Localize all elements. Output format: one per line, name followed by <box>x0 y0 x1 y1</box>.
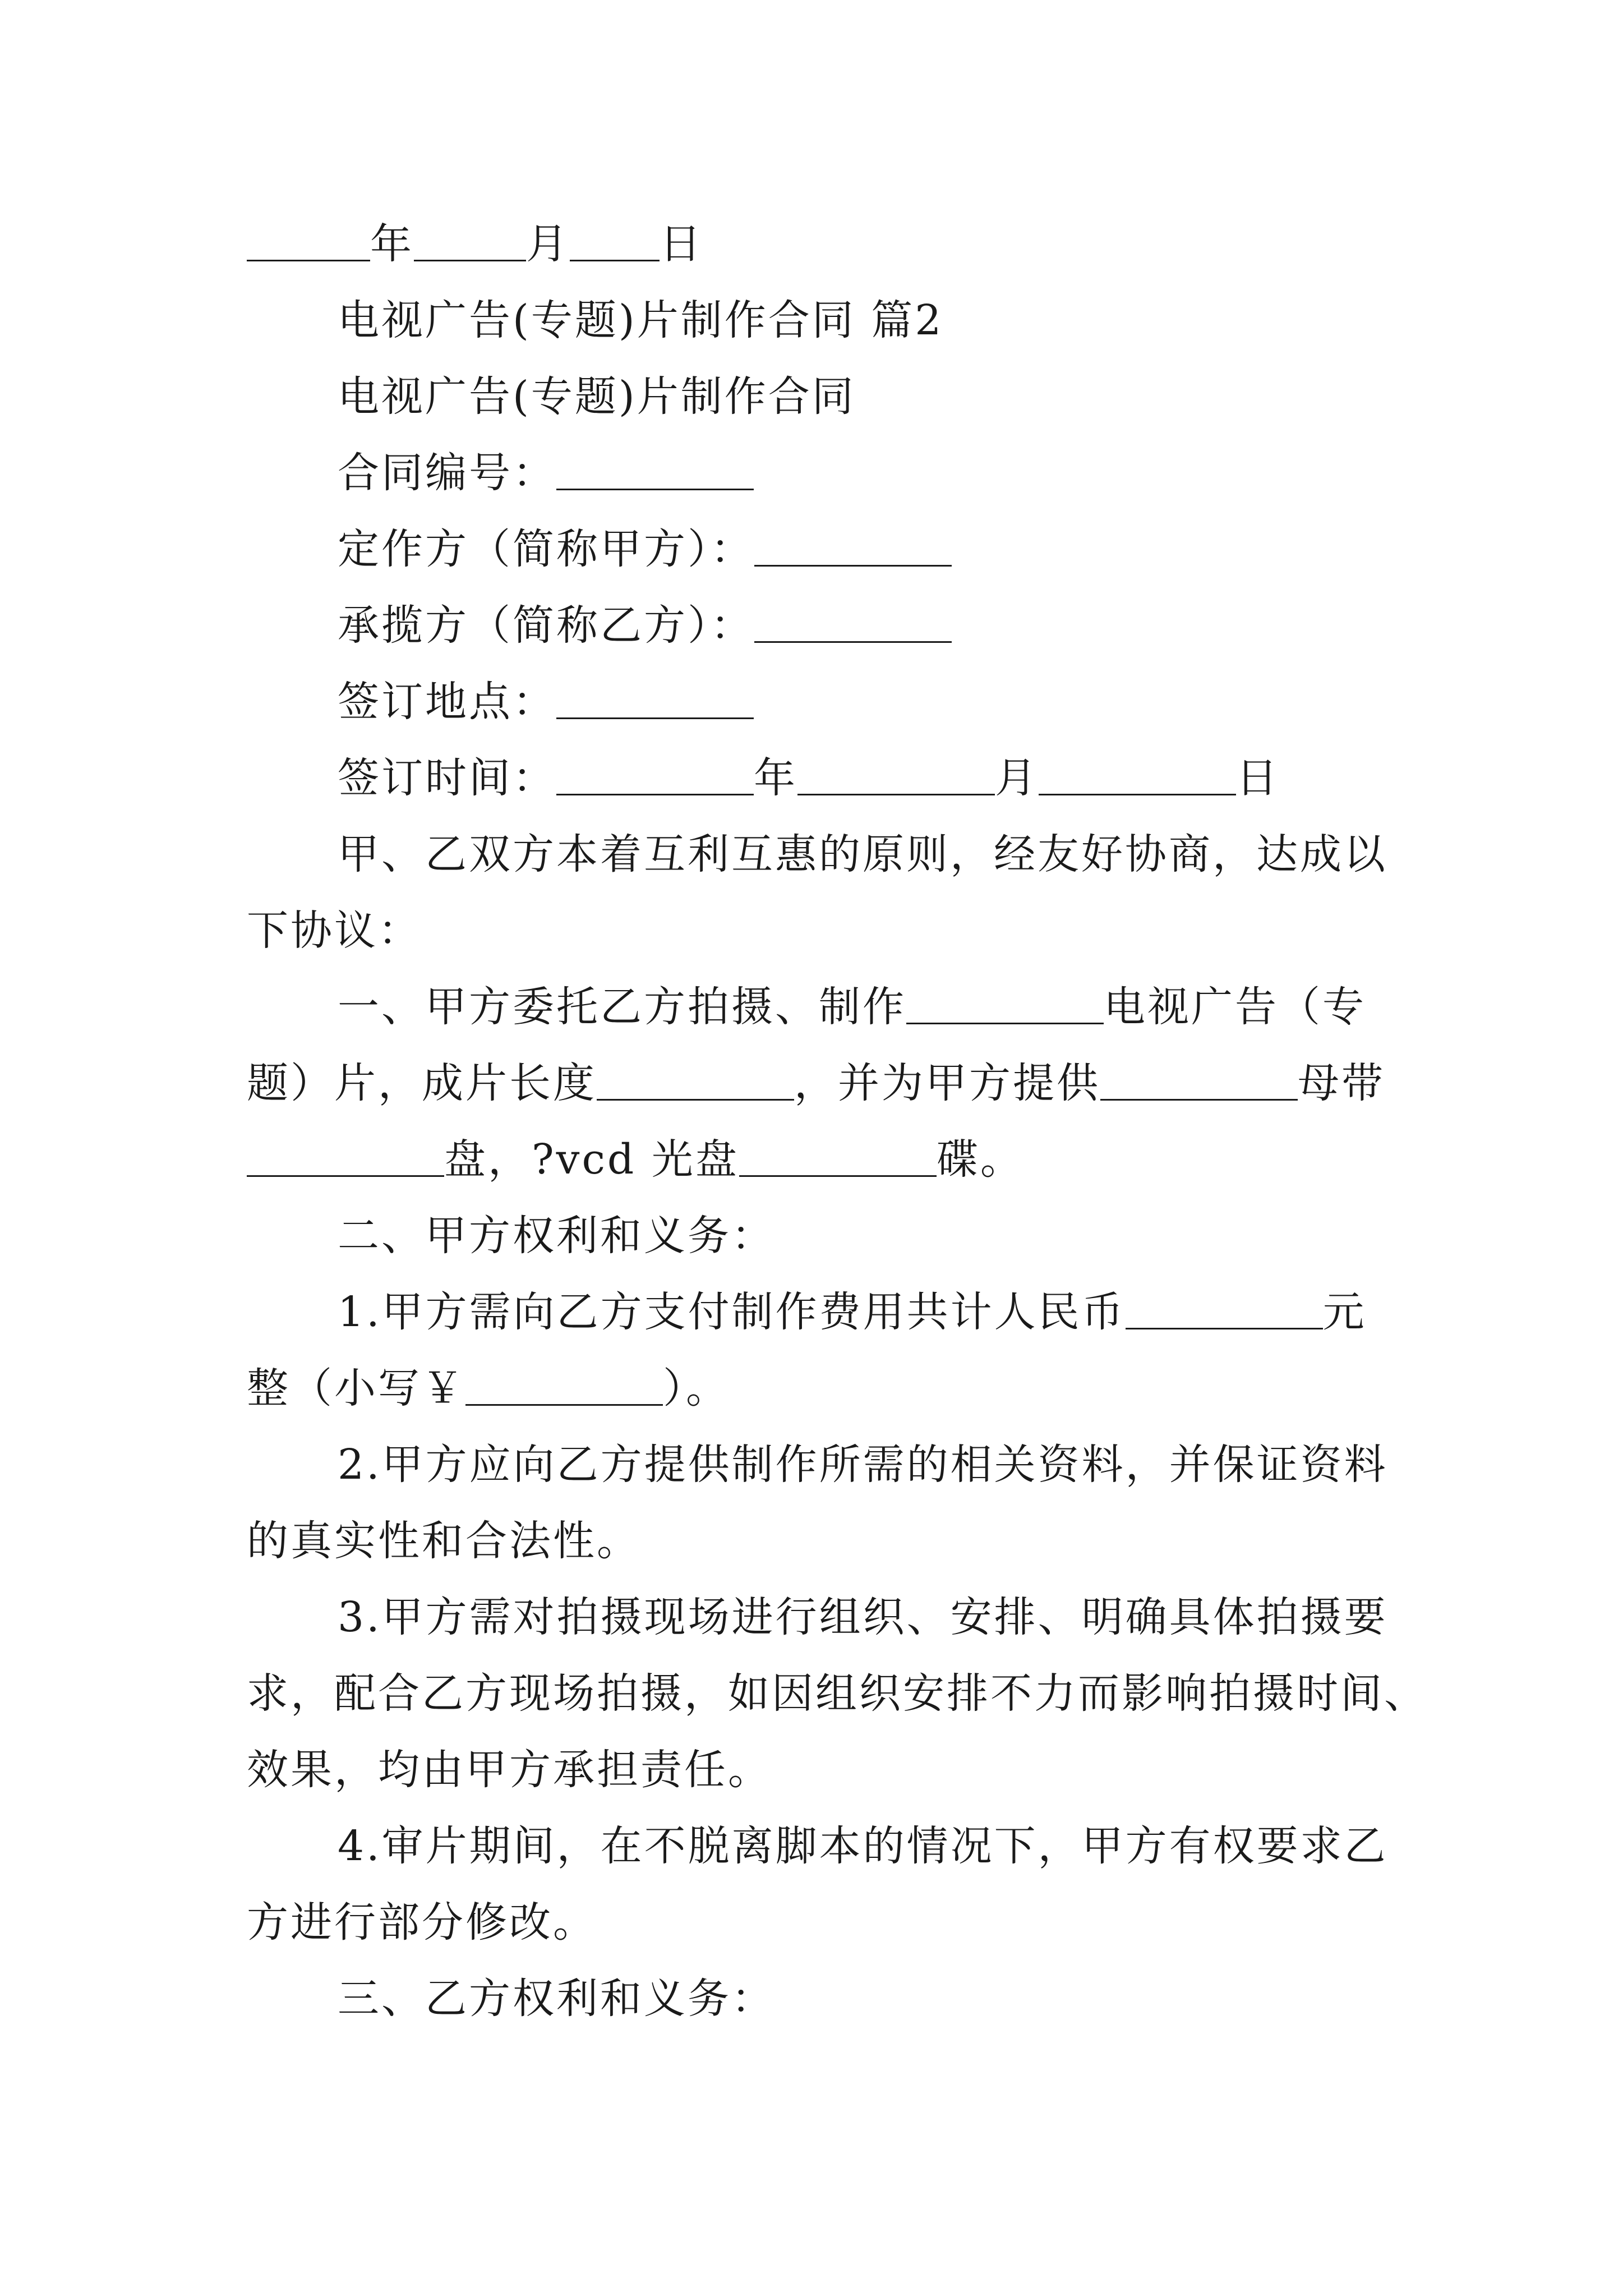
blank-month <box>414 223 526 261</box>
blank-tape-count <box>247 1138 444 1177</box>
item-4-line-2: 方进行部分修改。 <box>247 1898 597 1947</box>
blank-sign-place <box>556 680 754 719</box>
item-1-line-2: 整（小写￥ ）。 <box>247 1364 730 1412</box>
field-party-b: 承揽方（简称乙方）： <box>338 600 1392 651</box>
item-3-line-3: 效果，均由甲方承担责任。 <box>247 1746 772 1794</box>
clause-1-line-3: 盘，?vcd 光盘 碟。 <box>247 1134 1391 1185</box>
field-party-a: 定作方（简称甲方）： <box>338 524 1392 574</box>
item-4-line-1: 4.审片期间，在不脱离脚本的情况下，甲方有权要求乙 <box>338 1822 1388 1870</box>
field-sign-time: 签订时间： 年 月 日 <box>338 754 1280 802</box>
section-3-title: 三、乙方权利和义务： <box>338 1975 775 2023</box>
item-3-line-2: 求，配合乙方现场拍摄，如因组织安排不力而影响拍摄时间、 <box>247 1669 1428 1718</box>
blank-sign-year <box>556 757 754 795</box>
section-2-title: 二、甲方权利和义务： <box>338 1212 775 1260</box>
blank-sign-month <box>797 757 995 795</box>
blank-fee-amount <box>1126 1291 1323 1329</box>
item-2-line-2: 的真实性和合法性。 <box>247 1517 640 1565</box>
field-sign-place: 签订地点： <box>338 677 1392 727</box>
field-contract-no: 合同编号： <box>338 448 1392 498</box>
blank-master-tape <box>1100 1062 1298 1101</box>
intro-line-2: 下协议： <box>247 907 422 955</box>
blank-party-a <box>754 528 952 567</box>
blank-party-b <box>754 604 952 643</box>
item-1-line-1: 1.甲方需向乙方支付制作费用共计人民币 元 <box>338 1288 1367 1336</box>
clause-1-line-2: 题）片，成片长度 ，并为甲方提供 母带 <box>247 1059 1385 1107</box>
clause-1-line-1: 一、甲方委托乙方拍摄、制作 电视广告（专 <box>338 983 1366 1031</box>
blank-sign-day <box>1039 757 1236 795</box>
intro-line-1: 甲、乙双方本着互利互惠的原则，经友好协商，达成以 <box>338 830 1387 878</box>
blank-day <box>570 223 660 261</box>
blank-contract-no <box>556 452 754 490</box>
blank-vcd-count <box>739 1138 937 1177</box>
blank-year <box>247 223 370 261</box>
blank-ad-name <box>906 986 1104 1024</box>
item-3-line-1: 3.甲方需对拍摄现场进行组织、安排、明确具体拍摄要 <box>338 1593 1388 1641</box>
item-2-line-1: 2.甲方应向乙方提供制作所需的相关资料，并保证资料 <box>338 1441 1388 1489</box>
blank-length <box>597 1062 794 1101</box>
blank-fee-lowercase <box>465 1367 663 1406</box>
date-line: 年 月 日 <box>247 219 1391 269</box>
contract-title: 电视广告(专题)片制作合同 <box>338 372 856 421</box>
document-heading-article-2: 电视广告(专题)片制作合同 篇2 <box>338 296 944 344</box>
